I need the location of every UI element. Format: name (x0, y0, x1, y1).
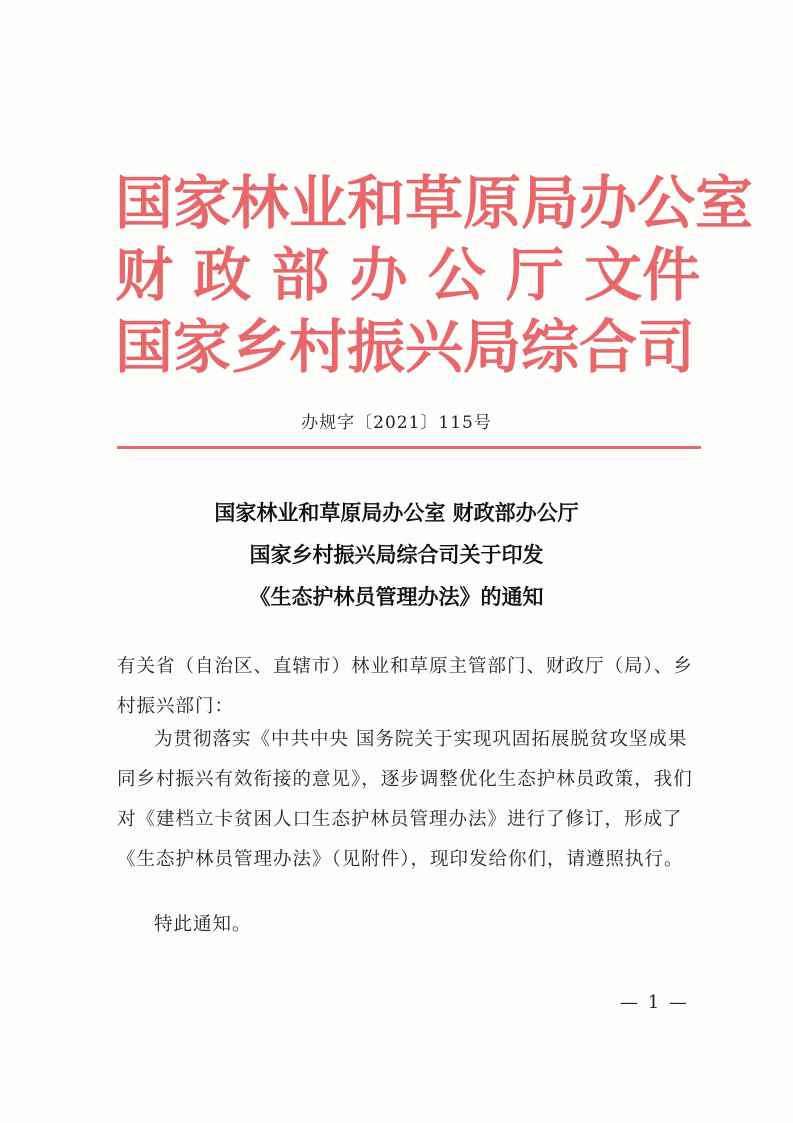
issuer-header-finance: 财 政 部 办 公 厅 文件 (115, 241, 701, 309)
document-number: 办规字〔2021〕115号 (301, 413, 492, 433)
page-number: — 1 — (620, 992, 689, 1013)
red-separator-rule (117, 446, 701, 449)
body-paragraph: 为贯彻落实《中共中央 国务院关于实现巩固拓展脱贫攻坚成果同乡村振兴有效衔接的意见》，逐步调整优化生态护林员政策，我们对《建档立卡贫困人口生态护林员管理办法》进行了修订，形成了《生态护林员管理办法》（见附件），现印发给你们，请遵照执行。 (117, 729, 693, 870)
notice-title-line-2: 国家乡村振兴局综合司关于印发 (249, 542, 544, 567)
closing-line: 特此通知。 (154, 914, 252, 935)
notice-title-line-1: 国家林业和草原局办公室 财政部办公厅 (214, 500, 579, 525)
salutation: 有关省（自治区、直辖市）林业和草原主管部门、财政厅（局）、乡村振兴部门： (117, 656, 693, 717)
issuer-header-rural: 国家乡村振兴局综合司 (115, 313, 696, 381)
issuer-header-forestry: 国家林业和草原局办公室 (115, 169, 754, 237)
notice-title-line-3: 《生态护林员管理办法》的通知 (249, 584, 544, 609)
